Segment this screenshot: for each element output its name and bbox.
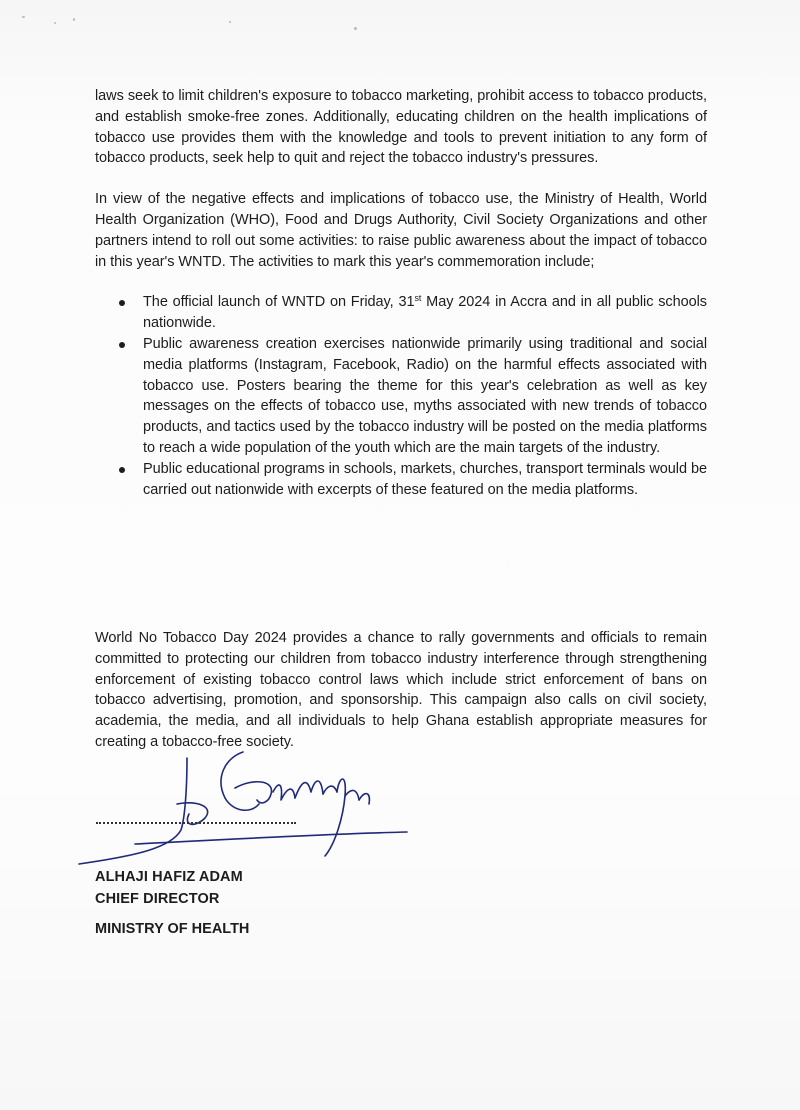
- ministry-name: MINISTRY OF HEALTH: [95, 921, 250, 937]
- signature-dotted-line: [96, 822, 296, 824]
- bullet-icon: [119, 300, 125, 306]
- bullet-icon: [119, 467, 125, 473]
- paper-speck: [354, 27, 357, 30]
- paper-speck: [22, 16, 25, 18]
- signatory-title: CHIEF DIRECTOR: [95, 891, 220, 907]
- handwritten-signature: [75, 748, 415, 868]
- list-item: [115, 459, 707, 501]
- signature-block: [75, 748, 415, 868]
- list-item-text: Public educational programs in schools, markets, churches, transport terminals would be carried out nationwide with excerpts of these featured on the media platforms.: [143, 460, 707, 498]
- signatory-name: ALHAJI HAFIZ ADAM: [95, 869, 243, 885]
- letter-body: [95, 86, 707, 500]
- paper-speck: [73, 18, 75, 21]
- list-item: [115, 334, 707, 459]
- signatory-block: [95, 866, 243, 910]
- list-item-text: May 2024 in Accra and in all public schools nationwide.: [143, 294, 708, 332]
- list-item-text: The official launch of WNTD on Friday, 31: [143, 294, 415, 311]
- paper-speck: [229, 21, 231, 23]
- list-item-text: Public awareness creation exercises nationwide primarily using traditional and social media platforms (Instagram, Facebook, Radio) on the harmful effects associated with tobacco use. Posters bearing the theme for this year's celebration as well as key messages on the effects of tobacco use, myths associated with new trends of tobacco products, and tactics used by the tobacco industry will be posted on the media platforms to reach a wide population of the youth which are the main targets of the industry.: [143, 335, 707, 456]
- bullet-icon: [119, 342, 125, 348]
- list-item: [115, 292, 707, 334]
- ordinal-suffix: st: [414, 293, 422, 304]
- activities-list: [115, 292, 707, 500]
- paper-speck: [54, 22, 56, 24]
- body-paragraph: laws seek to limit children's exposure to tobacco marketing, prohibit access to tobacco products, and establish smoke-free zones. Additionally, educating children on the health implications of tobacco use provides them with the knowledge and tools to prevent initiation to any form of tobacco products, seek help to quit and reject the tobacco industry's pressures.: [95, 88, 707, 167]
- closing-paragraph: World No Tobacco Day 2024 provides a chance to rally governments and officials to remain committed to protecting our children from tobacco industry interference through strengthening enforcement of existing tobacco control laws which include strict enforcement of bans on tobacco advertising, promotion, and sponsorship. This campaign also calls on civil society, academia, the media, and all individuals to help Ghana establish appropriate measures for creating a tobacco-free society.: [95, 630, 707, 750]
- body-paragraph: In view of the negative effects and implications of tobacco use, the Ministry of Health, World Health Organization (WHO), Food and Drugs Authority, Civil Society Organizations and other partners intend to roll out some activities: to raise public awareness about the impact of tobacco in this year's WNTD. The activities to mark this year's commemoration include;: [95, 191, 707, 270]
